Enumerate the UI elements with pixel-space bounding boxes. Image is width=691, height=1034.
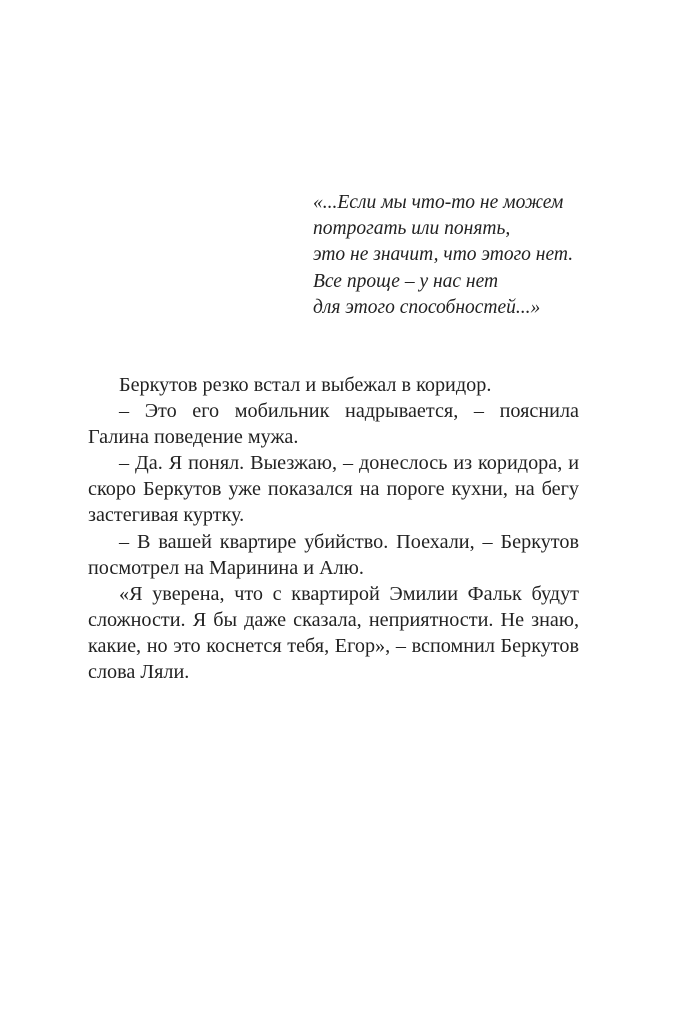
epigraph: [313, 190, 613, 321]
epigraph-line: потрогать или понять,: [313, 218, 511, 240]
epigraph-line: для этого способностей...»: [313, 296, 541, 318]
epigraph-line: Все проще – у нас нет: [313, 270, 499, 292]
epigraph-line: «...Если мы что-то не можем: [313, 192, 564, 213]
paragraph: «Я уверена, что с квартирой Эмилии Фальк будут сложности. Я бы даже сказала, неприятности. Не знаю, какие, но это коснется тебя, Егор», – вспомнил Беркутов слова Ляли.: [88, 582, 579, 684]
paragraph: – Это его мобильник надрывается, – пояснила Галина поведение мужа.: [88, 400, 579, 449]
paragraph: – В вашей квартире убийство. Поехали, – Беркутов посмотрел на Маринина и Алю.: [88, 530, 579, 579]
body-text: [88, 372, 579, 685]
paragraph: Беркутов резко встал и выбежал в коридор.: [119, 374, 492, 396]
epigraph-line: это не значит, что этого нет.: [313, 244, 574, 266]
paragraph: – Да. Я понял. Выезжаю, – донеслось из коридора, и скоро Беркутов уже показался на пороге кухни, на бегу застегивая куртку.: [88, 452, 579, 527]
